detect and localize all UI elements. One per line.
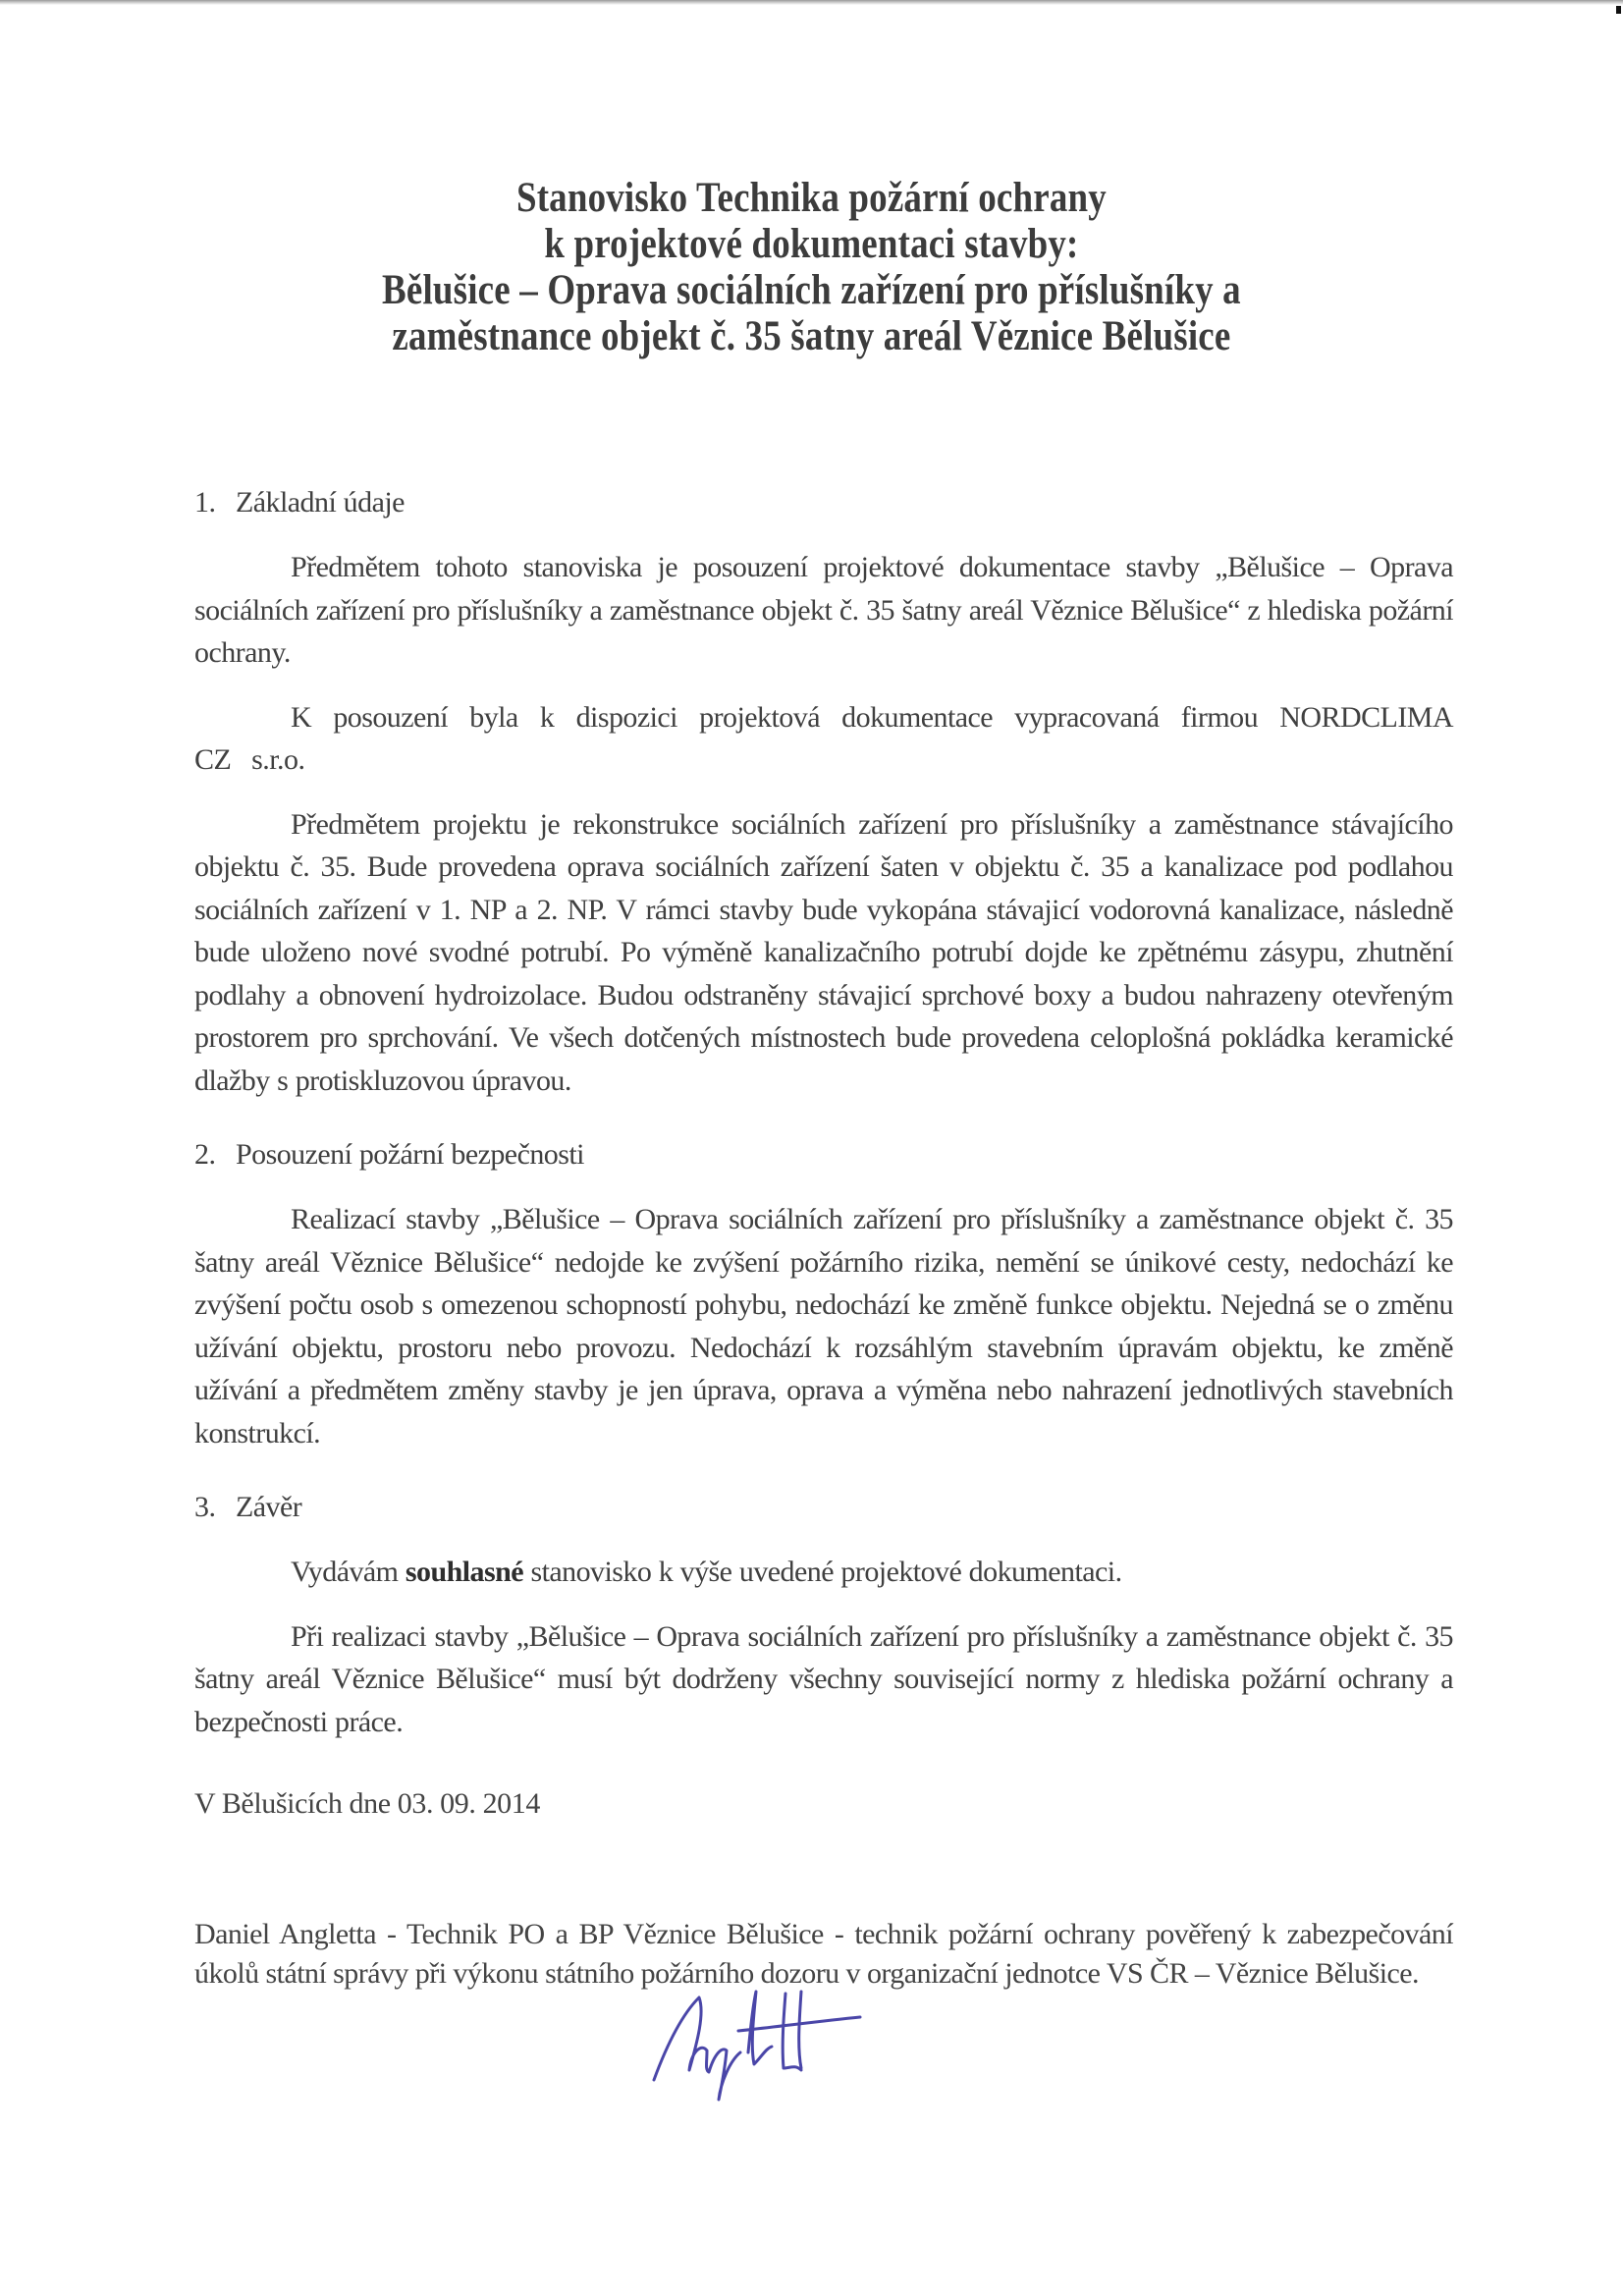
section-3-title: Závěr <box>236 1491 302 1523</box>
conclusion-text-before: Vydávám <box>291 1556 406 1588</box>
title-line-1: Stanovisko Technika požární ochrany <box>515 175 1107 221</box>
conclusion-statement <box>194 1551 1453 1594</box>
section-1-title: Základní údaje <box>236 486 405 519</box>
section-3-paragraph-1: Při realizaci stavby „Bělušice – Oprava sociálních zařízení pro příslušníky a zaměstnance objekt č. 35 šatny areál Věznice Bělušice“ musí být dodrženy všechny související normy z hlediska požární ochrany a bezpečnosti práce. <box>194 1619 1453 1738</box>
title-line-3: Bělušice – Oprava sociálních zařízení pro příslušníky a <box>382 267 1241 313</box>
conclusion-text-after: stanovisko k výše uvedené projektové dokumentaci. <box>523 1556 1122 1588</box>
conclusion-verdict: souhlasné <box>405 1556 524 1588</box>
section-1-paragraph-2: K posouzení byla k dispozici projektová dokumentace vypracovaná firmou NORDCLIMA CZ s.r.o. <box>194 700 1453 776</box>
section-1-heading <box>194 481 1453 524</box>
document-title <box>114 175 1510 359</box>
scan-corner-mark <box>1616 6 1621 14</box>
section-1-paragraph-3: Předmětem projektu je rekonstrukce sociálních zařízení pro příslušníky a zaměstnance stávajícího objektu č. 35. Bude provedena oprava sociálních zařízení šaten v objektu č. 35 a kanalizace pod podlahou sociálních zařízení v 1. NP a 2. NP. V rámci stavby bude vykopána stávajicí vodorovná kanalizace, následně bude uloženo nové svodné potrubí. Po výměně kanalizačního potrubí dojde ke zpětnému zásypu, zhutnění podlahy a obnovení hydroizolace. Budou odstraněny stávajicí sprchové boxy a budou nahrazeny otevřeným prostorem pro sprchování. Ve všech dotčených místnostech bude provedena celoplošná pokládka keramické dlažby s protiskluzovou úpravou. <box>194 807 1453 1097</box>
document-body <box>194 481 1453 1743</box>
section-2-number: 2. <box>194 1138 216 1171</box>
section-1-number: 1. <box>194 486 216 519</box>
place-and-date: V Bělušicích dne 03. 09. 2014 <box>194 1787 540 1820</box>
section-1-paragraph-1: Předmětem tohoto stanoviska je posouzení projektové dokumentace stavby „Bělušice – Oprava sociálních zařízení pro příslušníky a zaměstnance objekt č. 35 šatny areál Věznice Bělušice“ z hlediska požární ochrany. <box>194 551 1453 669</box>
section-2-heading <box>194 1133 1453 1176</box>
scan-top-edge <box>0 0 1623 5</box>
section-3-number: 3. <box>194 1491 216 1523</box>
section-3-heading <box>194 1486 1453 1529</box>
section-2-paragraph-1: Realizací stavby „Bělušice – Oprava sociálních zařízení pro příslušníky a zaměstnance objekt č. 35 šatny areál Věznice Bělušice“ nedojde ke zvýšení požárního rizika, nemění se únikové cesty, nedochází ke zvýšení počtu osob s omezenou schopností pohybu, nedochází ke změně funkce objektu. Nejedná se o změnu užívání objektu, prostoru nebo provozu. Nedochází k rozsáhlým stavebním úpravám objektu, ke změně užívání a předmětem změny stavby je jen úprava, oprava a výměna nebo nahrazení jednotlivých stavebních konstrukcí. <box>194 1203 1453 1449</box>
section-2-title: Posouzení požární bezpečnosti <box>236 1138 584 1171</box>
handwritten-signature-icon <box>628 1969 884 2126</box>
signer-block: Daniel Angletta - Technik PO a BP Věznice Bělušice - technik požární ochrany pověřený k zabezpečování úkolů státní správy při výkonu státního požárního dozoru v organizační jednotce VS ČR – Věznice Bělušice. <box>194 1918 1453 1990</box>
title-line-2: k projektové dokumentaci stavby: <box>544 221 1079 267</box>
title-line-4: zaměstnance objekt č. 35 šatny areál Věznice Bělušice <box>392 313 1231 359</box>
